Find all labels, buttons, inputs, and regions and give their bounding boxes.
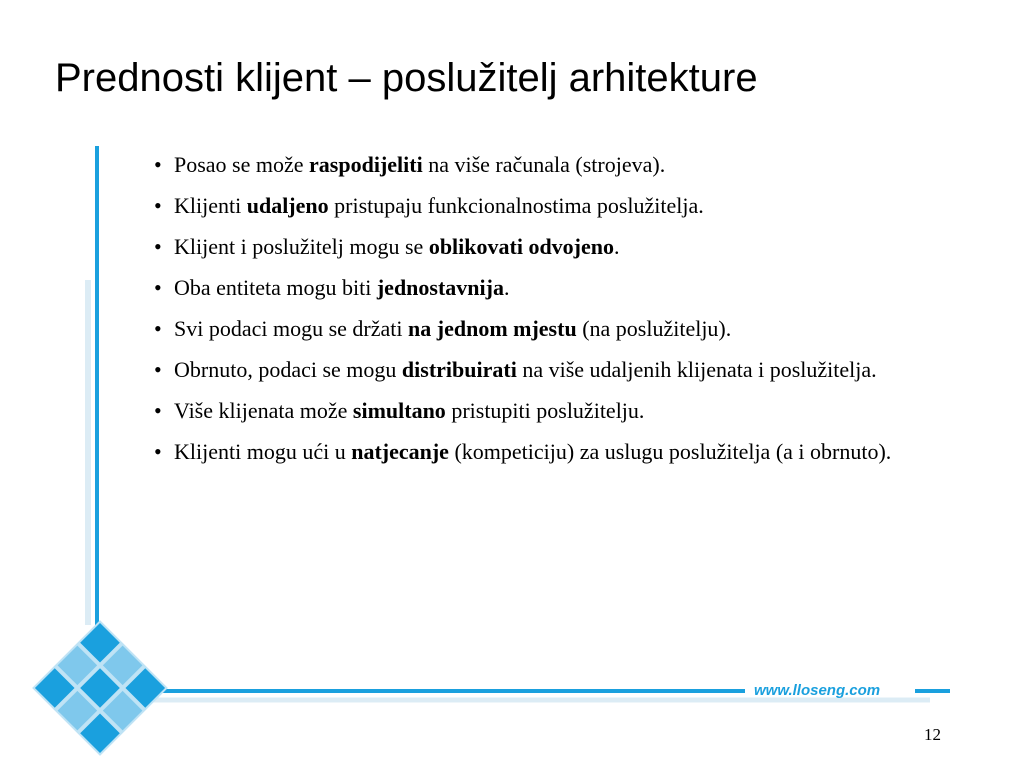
bullet-emphasis: natjecanje: [351, 439, 449, 464]
bullet-dot: •: [154, 275, 162, 300]
bullet-item: • Klijent i poslužitelj mogu se oblikovati odvojeno.: [150, 232, 960, 262]
bullet-item: • Klijenti udaljeno pristupaju funkcionalnostima poslužitelja.: [150, 191, 960, 221]
diamond-tile-logo: [32, 620, 168, 756]
bullet-item: • Posao se može raspodijeliti na više računala (strojeva).: [150, 150, 960, 180]
slide-title: Prednosti klijent – poslužitelj arhitekture: [55, 56, 758, 100]
bullet-dot: •: [154, 398, 162, 423]
bullet-item: • Klijenti mogu ući u natjecanje (kompeticiju) za uslugu poslužitelja (a i obrnuto).: [150, 437, 960, 467]
bullet-item: • Svi podaci mogu se držati na jednom mjestu (na poslužitelju).: [150, 314, 960, 344]
bullet-list: [150, 150, 960, 478]
bullet-dot: •: [154, 316, 162, 341]
bullet-emphasis: simultano: [352, 398, 446, 423]
bullet-dot: •: [154, 193, 162, 218]
bullet-dot: •: [154, 439, 162, 464]
footer-url: www.lloseng.com: [754, 682, 881, 699]
bullet-dot: •: [154, 357, 162, 382]
bullet-emphasis: oblikovati odvojeno: [428, 234, 615, 259]
bullet-emphasis: udaljeno: [246, 193, 329, 218]
bullet-emphasis: na jednom mjestu: [408, 316, 577, 341]
bullet-item: • Oba entiteta mogu biti jednostavnija.: [150, 273, 960, 303]
bullet-item: • Više klijenata može simultano pristupiti poslužitelju.: [150, 396, 960, 426]
bullet-emphasis: jednostavnija: [376, 275, 504, 300]
bullet-item: • Obrnuto, podaci se mogu distribuirati na više udaljenih klijenata i poslužitelja.: [150, 355, 960, 385]
page-number: 12: [924, 725, 941, 744]
bullet-emphasis: raspodijeliti: [309, 152, 423, 177]
bullet-dot: •: [154, 152, 162, 177]
bullet-dot: •: [154, 234, 162, 259]
bullet-emphasis: distribuirati: [401, 357, 517, 382]
